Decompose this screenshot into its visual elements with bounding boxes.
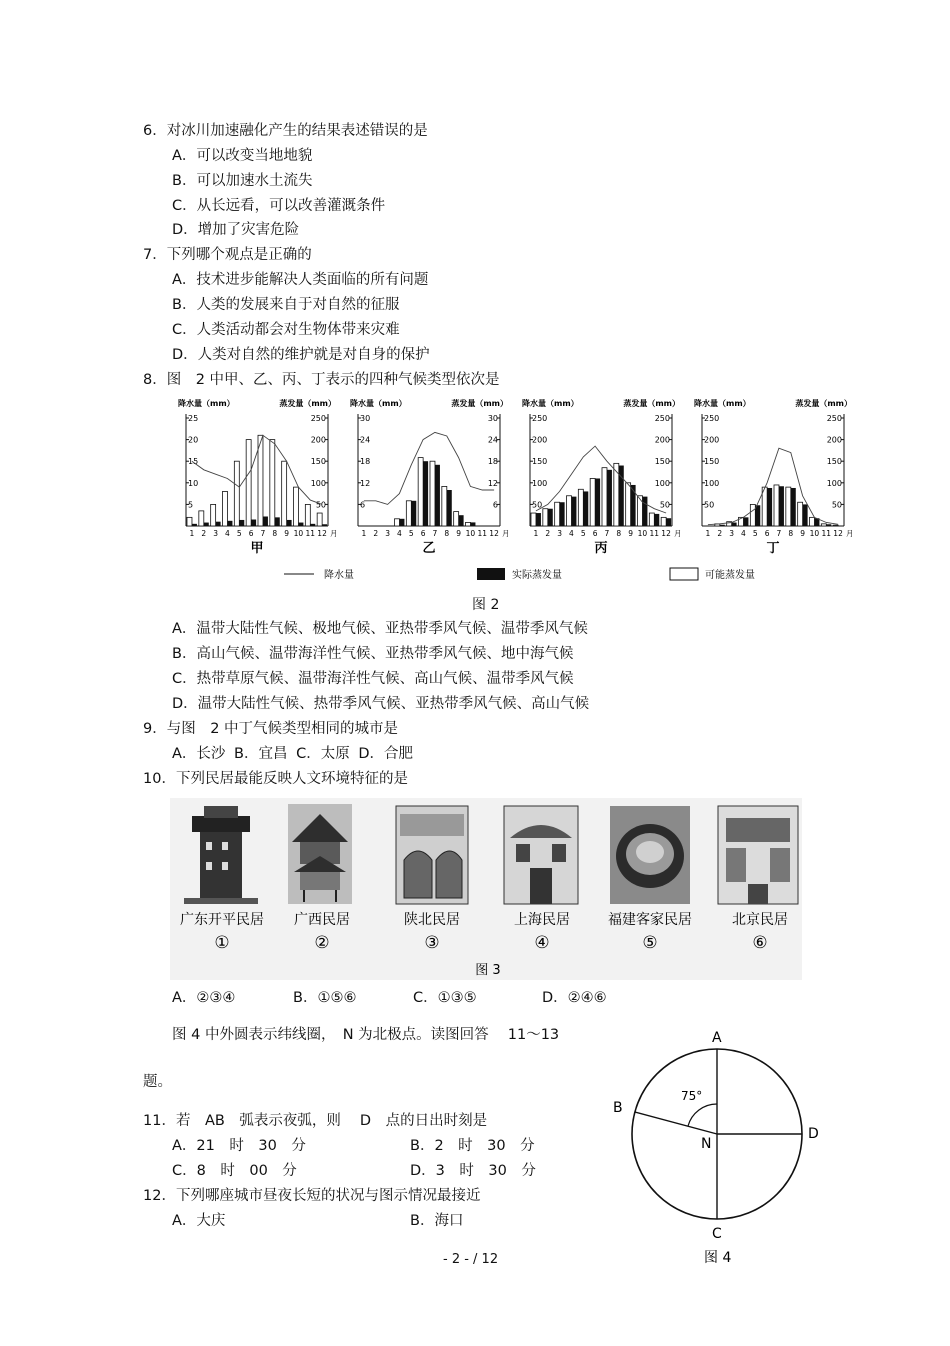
left-tick-label: 250 bbox=[532, 414, 548, 423]
potential-evap-bar bbox=[626, 483, 631, 526]
right-tick-label: 6 bbox=[492, 500, 498, 510]
legend-potential-label: 可能蒸发量 bbox=[705, 570, 755, 581]
actual-evap-bar bbox=[322, 524, 327, 526]
angle-label: 75° bbox=[681, 1089, 703, 1103]
actual-evap-bar bbox=[192, 524, 197, 526]
month-tick-label: 8 bbox=[444, 529, 450, 538]
actual-evap-bar bbox=[791, 488, 796, 526]
figure-3-caption: 图 3 bbox=[475, 963, 501, 978]
left-tick-label: 6 bbox=[360, 500, 366, 510]
legend-precip-label: 降水量 bbox=[324, 570, 354, 581]
left-tick-label: 5 bbox=[188, 500, 194, 510]
point-b-label: B bbox=[613, 1100, 623, 1116]
month-tick-label: 9 bbox=[456, 529, 461, 538]
q7-stem: 7．下列哪个观点是正确的 bbox=[143, 247, 312, 263]
actual-evap-bar bbox=[459, 515, 464, 526]
left-axis-label: 降水量（mm） bbox=[522, 399, 579, 408]
month-tick-label: 12 bbox=[317, 529, 327, 538]
potential-evap-bar bbox=[798, 502, 803, 526]
actual-evap-bar bbox=[298, 523, 303, 526]
potential-evap-bar bbox=[833, 525, 838, 526]
month-tick-label: 10 bbox=[809, 529, 820, 538]
potential-evap-bar bbox=[246, 440, 251, 526]
figure-3-background bbox=[170, 798, 802, 980]
month-tick-label: 8 bbox=[272, 529, 278, 538]
month-tick-label: 6 bbox=[248, 529, 254, 538]
potential-evap-bar bbox=[750, 504, 755, 526]
right-tick-label: 100 bbox=[310, 478, 326, 488]
month-tick-label: 6 bbox=[592, 529, 598, 538]
q10-stem: 10．下列民居最能反映人文环境特征的是 bbox=[143, 771, 408, 787]
right-tick-label: 200 bbox=[310, 435, 326, 445]
month-tick-label: 10 bbox=[465, 529, 476, 538]
q7-option-b: B．人类的发展来自于对自然的征服 bbox=[172, 297, 400, 313]
angle-arc bbox=[688, 1104, 717, 1126]
actual-evap-bar bbox=[743, 517, 748, 526]
q11-option-c: C．8 时 00 分 bbox=[172, 1163, 297, 1179]
month-tick-label: 2 bbox=[717, 529, 723, 538]
precipitation-line bbox=[192, 435, 322, 504]
right-tick-label: 250 bbox=[826, 414, 842, 423]
house-number: ④ bbox=[534, 933, 550, 953]
month-tick-label: 5 bbox=[752, 529, 758, 538]
point-c-label: C bbox=[712, 1226, 722, 1242]
climate-chart-1 bbox=[178, 398, 338, 556]
actual-evap-bar bbox=[755, 505, 760, 526]
month-tick-label: 1 bbox=[705, 529, 711, 538]
climate-chart-2 bbox=[350, 398, 510, 556]
house-label: 广东开平民居 bbox=[180, 912, 264, 928]
right-tick-label: 100 bbox=[826, 478, 842, 488]
house-label: 福建客家民居 bbox=[608, 912, 692, 928]
actual-evap-bar bbox=[595, 478, 600, 526]
left-tick-label: 50 bbox=[704, 500, 715, 510]
potential-evap-bar bbox=[234, 461, 239, 526]
figure-2-legend bbox=[284, 568, 755, 581]
chart-title: 甲 bbox=[250, 541, 264, 556]
point-d-label: D bbox=[808, 1126, 819, 1142]
right-tick-label: 200 bbox=[826, 435, 842, 445]
left-tick-label: 18 bbox=[360, 457, 371, 467]
left-tick-label: 50 bbox=[532, 500, 543, 510]
month-tick-label: 11 bbox=[305, 529, 316, 538]
actual-evap-bar bbox=[560, 502, 565, 526]
left-axis-label: 降水量（mm） bbox=[178, 399, 235, 408]
q10-option-a: A．②③④ bbox=[172, 990, 236, 1006]
potential-evap-bar bbox=[567, 496, 572, 526]
potential-evap-bar bbox=[317, 513, 322, 526]
right-axis-label: 蒸发量（mm） bbox=[451, 399, 508, 408]
left-tick-label: 250 bbox=[704, 414, 720, 423]
q7-option-d: D．人类对自然的维护就是对自身的保护 bbox=[172, 347, 430, 363]
month-tick-label: 4 bbox=[225, 529, 230, 538]
month-tick-label: 9 bbox=[284, 529, 289, 538]
right-tick-label: 18 bbox=[487, 457, 498, 467]
right-tick-label: 150 bbox=[826, 457, 842, 467]
right-tick-label: 250 bbox=[654, 414, 670, 423]
right-axis-label: 蒸发量（mm） bbox=[795, 399, 852, 408]
potential-evap-bar bbox=[282, 461, 287, 526]
month-tick-label: 11 bbox=[821, 529, 832, 538]
left-axis-label: 降水量（mm） bbox=[350, 399, 407, 408]
actual-evap-bar bbox=[470, 522, 475, 526]
house-label: 广西民居 bbox=[294, 912, 350, 928]
q8-option-d: D．温带大陆性气候、热带季风气候、亚热带季风气候、高山气候 bbox=[172, 696, 590, 712]
potential-evap-bar bbox=[406, 501, 411, 526]
month-tick-label: 4 bbox=[397, 529, 402, 538]
left-tick-label: 100 bbox=[532, 478, 548, 488]
right-tick-label: 200 bbox=[654, 435, 670, 445]
left-tick-label: 200 bbox=[704, 435, 720, 445]
potential-evap-bar bbox=[395, 519, 400, 526]
actual-evap-bar bbox=[666, 518, 671, 526]
q7-option-c: C．人类活动都会对生物体带来灾难 bbox=[172, 322, 400, 338]
house-2-guangxi-icon bbox=[288, 804, 352, 904]
q11-option-b: B．2 时 30 分 bbox=[410, 1138, 535, 1154]
q12-stem: 12．下列哪座城市昼夜长短的状况与图示情况最接近 bbox=[143, 1188, 481, 1204]
actual-evap-bar bbox=[654, 514, 659, 526]
precipitation-line bbox=[708, 448, 838, 525]
right-tick-label: 30 bbox=[487, 414, 498, 423]
figure-4-polar-circle bbox=[600, 1022, 840, 1272]
potential-evap-bar bbox=[270, 440, 275, 526]
month-tick-label: 2 bbox=[373, 529, 379, 538]
actual-evap-bar bbox=[447, 490, 452, 526]
right-tick-label: 50 bbox=[315, 500, 326, 510]
potential-evap-bar bbox=[649, 513, 654, 526]
actual-evap-bar bbox=[263, 516, 268, 526]
month-tick-label: 9 bbox=[800, 529, 805, 538]
potential-evap-bar bbox=[661, 517, 666, 526]
left-tick-label: 12 bbox=[360, 478, 371, 488]
intro-line-1: 图 4 中外圆表示纬线圈， N 为北极点。读图回答 11～13 bbox=[172, 1027, 560, 1043]
point-a-label: A bbox=[712, 1030, 722, 1046]
left-tick-label: 150 bbox=[532, 457, 548, 467]
actual-evap-bar bbox=[803, 504, 808, 526]
left-tick-label: 100 bbox=[704, 478, 720, 488]
actual-evap-bar bbox=[826, 524, 831, 526]
month-unit-label: 月 bbox=[502, 529, 510, 538]
actual-evap-bar bbox=[607, 470, 612, 526]
q8-stem: 8．图 2 中甲、乙、丙、丁表示的四种气候类型依次是 bbox=[143, 372, 500, 388]
month-tick-label: 3 bbox=[729, 529, 734, 538]
month-tick-label: 6 bbox=[420, 529, 426, 538]
left-tick-label: 24 bbox=[360, 435, 371, 445]
house-3-shaanbei-icon bbox=[396, 806, 468, 904]
actual-evap-bar bbox=[571, 497, 576, 526]
q8-option-a: A．温带大陆性气候、极地气候、亚热带季风气候、温带季风气候 bbox=[172, 621, 588, 637]
month-tick-label: 10 bbox=[637, 529, 648, 538]
left-tick-label: 30 bbox=[360, 414, 371, 423]
month-unit-label: 月 bbox=[846, 529, 854, 538]
climate-chart-4 bbox=[694, 398, 854, 556]
potential-evap-bar bbox=[531, 513, 536, 526]
actual-evap-bar bbox=[423, 461, 428, 526]
actual-evap-bar bbox=[251, 520, 256, 526]
right-tick-label: 250 bbox=[310, 414, 326, 423]
potential-evap-bar bbox=[821, 524, 826, 526]
actual-evap-bar bbox=[779, 486, 784, 526]
legend-potential-swatch-icon bbox=[670, 568, 698, 580]
month-tick-label: 2 bbox=[201, 529, 207, 538]
legend-actual-label: 实际蒸发量 bbox=[512, 570, 562, 581]
q10-option-d: D．②④⑥ bbox=[542, 990, 607, 1006]
actual-evap-bar bbox=[275, 517, 280, 526]
month-tick-label: 7 bbox=[260, 529, 266, 538]
potential-evap-bar bbox=[555, 502, 560, 526]
right-tick-label: 150 bbox=[654, 457, 670, 467]
actual-evap-bar bbox=[239, 520, 244, 526]
left-tick-label: 150 bbox=[704, 457, 720, 467]
actual-evap-bar bbox=[642, 497, 647, 526]
month-tick-label: 2 bbox=[545, 529, 551, 538]
q11-stem: 11．若 AB 弧表示夜弧，则 D 点的日出时刻是 bbox=[143, 1113, 488, 1129]
left-axis-label: 降水量（mm） bbox=[694, 399, 751, 408]
q12-option-a: A．大庆 bbox=[172, 1213, 226, 1229]
house-6-beijing-icon bbox=[718, 806, 798, 904]
month-tick-label: 5 bbox=[408, 529, 414, 538]
actual-evap-bar bbox=[227, 521, 232, 526]
actual-evap-bar bbox=[536, 513, 541, 526]
right-tick-label: 50 bbox=[831, 500, 842, 510]
month-tick-label: 1 bbox=[533, 529, 539, 538]
chart-title: 乙 bbox=[422, 541, 436, 556]
actual-evap-bar bbox=[411, 501, 416, 526]
left-tick-label: 20 bbox=[188, 435, 199, 445]
month-tick-label: 8 bbox=[616, 529, 622, 538]
actual-evap-bar bbox=[767, 488, 772, 526]
month-tick-label: 7 bbox=[604, 529, 610, 538]
actual-evap-bar bbox=[631, 485, 636, 526]
chart-title: 丁 bbox=[766, 541, 780, 556]
q10-option-c: C．①③⑤ bbox=[413, 990, 477, 1006]
month-tick-label: 10 bbox=[293, 529, 304, 538]
month-tick-label: 8 bbox=[788, 529, 794, 538]
q6-option-c: C．从长远看，可以改善灌溉条件 bbox=[172, 198, 386, 214]
legend-actual-swatch-icon bbox=[477, 568, 505, 580]
q7-option-a: A．技术进步能解决人类面临的所有问题 bbox=[172, 272, 429, 288]
house-5-hakka-icon bbox=[610, 806, 690, 904]
right-tick-label: 50 bbox=[659, 500, 670, 510]
actual-evap-bar bbox=[435, 465, 440, 526]
month-tick-label: 11 bbox=[649, 529, 660, 538]
line-nb bbox=[635, 1112, 717, 1134]
month-tick-label: 1 bbox=[189, 529, 195, 538]
q10-option-b: B．①⑤⑥ bbox=[293, 990, 357, 1006]
month-tick-label: 3 bbox=[213, 529, 218, 538]
house-number: ⑤ bbox=[642, 933, 658, 953]
house-number: ⑥ bbox=[752, 933, 768, 953]
left-tick-label: 25 bbox=[188, 414, 199, 423]
climate-chart-3 bbox=[522, 398, 682, 556]
house-number: ① bbox=[214, 933, 230, 953]
actual-evap-bar bbox=[310, 524, 315, 526]
left-tick-label: 10 bbox=[188, 478, 199, 488]
month-tick-label: 3 bbox=[385, 529, 390, 538]
q6-option-d: D．增加了灾害危险 bbox=[172, 222, 300, 238]
house-4-shanghai-icon bbox=[504, 806, 578, 904]
month-tick-label: 5 bbox=[236, 529, 242, 538]
month-tick-label: 3 bbox=[557, 529, 562, 538]
house-label: 北京民居 bbox=[732, 912, 788, 928]
month-tick-label: 12 bbox=[661, 529, 671, 538]
right-axis-label: 蒸发量（mm） bbox=[279, 399, 336, 408]
q6-stem: 6．对冰川加速融化产生的结果表述错误的是 bbox=[143, 123, 428, 139]
month-tick-label: 1 bbox=[361, 529, 367, 538]
right-axis-label: 蒸发量（mm） bbox=[623, 399, 680, 408]
right-tick-label: 150 bbox=[310, 457, 326, 467]
potential-evap-bar bbox=[223, 491, 228, 526]
month-tick-label: 4 bbox=[569, 529, 574, 538]
potential-evap-bar bbox=[543, 509, 548, 526]
figure-4-caption: 图 4 bbox=[704, 1250, 732, 1266]
chart-title: 丙 bbox=[594, 541, 608, 556]
potential-evap-bar bbox=[211, 504, 216, 526]
q9-options: A．长沙 B．宜昌 C．太原 D．合肥 bbox=[172, 746, 413, 762]
month-tick-label: 12 bbox=[489, 529, 499, 538]
actual-evap-bar bbox=[216, 522, 221, 526]
potential-evap-bar bbox=[305, 504, 310, 526]
month-tick-label: 4 bbox=[741, 529, 746, 538]
q8-option-b: B．高山气候、温带海洋性气候、亚热带季风气候、地中海气候 bbox=[172, 646, 574, 662]
month-tick-label: 7 bbox=[432, 529, 438, 538]
right-tick-label: 24 bbox=[487, 435, 498, 445]
actual-evap-bar bbox=[732, 523, 737, 526]
month-tick-label: 6 bbox=[764, 529, 770, 538]
month-tick-label: 7 bbox=[776, 529, 782, 538]
month-tick-label: 11 bbox=[477, 529, 488, 538]
potential-evap-bar bbox=[774, 485, 779, 526]
potential-evap-bar bbox=[258, 435, 263, 526]
month-tick-label: 12 bbox=[833, 529, 843, 538]
left-tick-label: 15 bbox=[188, 457, 199, 467]
q8-option-c: C．热带草原气候、温带海洋性气候、高山气候、温带季风气候 bbox=[172, 671, 574, 687]
right-tick-label: 100 bbox=[654, 478, 670, 488]
right-tick-label: 12 bbox=[487, 478, 498, 488]
north-pole-label: N bbox=[701, 1136, 712, 1152]
intro-line-2: 题。 bbox=[143, 1074, 172, 1090]
potential-evap-bar bbox=[602, 468, 607, 526]
q11-option-d: D．3 时 30 分 bbox=[410, 1163, 536, 1179]
actual-evap-bar bbox=[583, 491, 588, 526]
potential-evap-bar bbox=[454, 512, 459, 526]
figure-2-climate-charts bbox=[172, 396, 862, 588]
potential-evap-bar bbox=[418, 458, 423, 526]
house-number: ② bbox=[314, 933, 330, 953]
potential-evap-bar bbox=[430, 461, 435, 526]
page-number: - 2 - / 12 bbox=[443, 1252, 499, 1267]
potential-evap-bar bbox=[810, 517, 815, 526]
left-tick-label: 200 bbox=[532, 435, 548, 445]
actual-evap-bar bbox=[720, 525, 725, 526]
actual-evap-bar bbox=[204, 523, 209, 526]
house-label: 陕北民居 bbox=[404, 912, 460, 928]
figure-3-houses bbox=[170, 798, 802, 980]
potential-evap-bar bbox=[294, 487, 299, 526]
actual-evap-bar bbox=[548, 509, 553, 526]
figure-2-caption: 图 2 bbox=[472, 597, 500, 613]
month-tick-label: 9 bbox=[628, 529, 633, 538]
potential-evap-bar bbox=[786, 487, 791, 526]
precipitation-line bbox=[364, 432, 494, 504]
actual-evap-bar bbox=[287, 520, 292, 526]
potential-evap-bar bbox=[199, 511, 204, 526]
potential-evap-bar bbox=[590, 478, 595, 526]
q11-option-a: A．21 时 30 分 bbox=[172, 1138, 306, 1154]
actual-evap-bar bbox=[399, 519, 404, 526]
month-tick-label: 5 bbox=[580, 529, 586, 538]
q12-option-b: B．海口 bbox=[410, 1213, 464, 1229]
potential-evap-bar bbox=[466, 522, 471, 526]
q6-option-b: B．可以加速水土流失 bbox=[172, 173, 313, 189]
month-unit-label: 月 bbox=[674, 529, 682, 538]
house-label: 上海民居 bbox=[514, 912, 570, 928]
potential-evap-bar bbox=[442, 486, 447, 526]
q9-stem: 9．与图 2 中丁气候类型相同的城市是 bbox=[143, 721, 399, 737]
potential-evap-bar bbox=[187, 517, 192, 526]
potential-evap-bar bbox=[638, 496, 643, 526]
house-number: ③ bbox=[424, 933, 440, 953]
month-unit-label: 月 bbox=[330, 529, 338, 538]
potential-evap-bar bbox=[578, 489, 583, 526]
q6-option-a: A．可以改变当地地貌 bbox=[172, 148, 313, 164]
